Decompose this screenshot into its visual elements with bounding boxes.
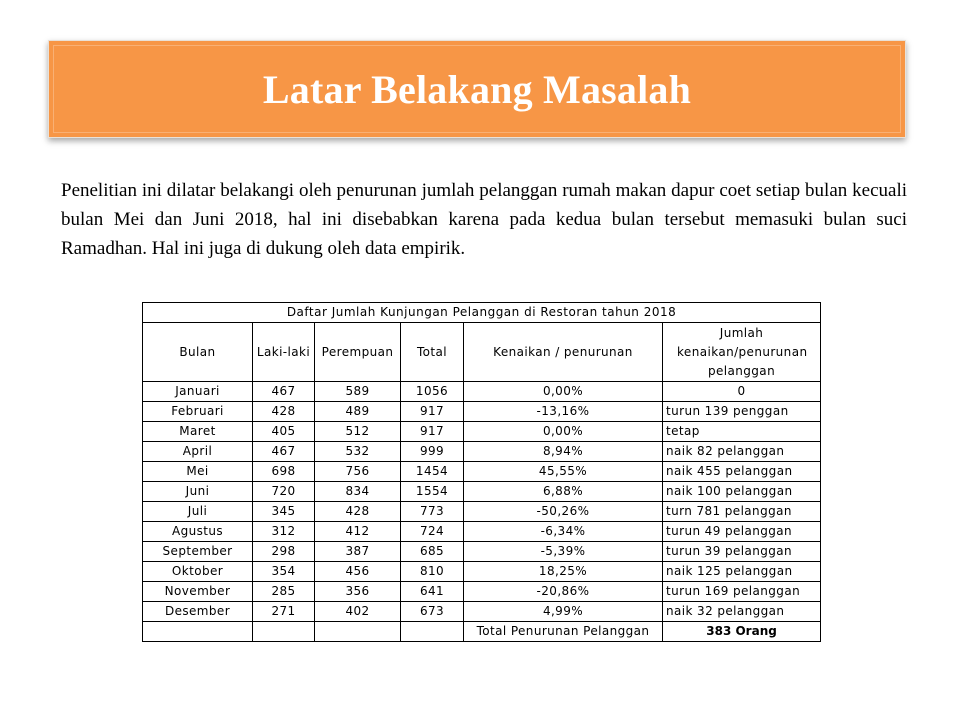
cell-perempuan: 489 <box>315 402 401 422</box>
cell-perempuan: 412 <box>315 522 401 542</box>
visitor-table <box>142 302 821 642</box>
cell-jumlah-kenaikan: naik 125 pelanggan <box>663 562 821 582</box>
cell-kenaikan-persen: -6,34% <box>464 522 663 542</box>
cell-jumlah-kenaikan: turun 169 pelanggan <box>663 582 821 602</box>
cell-laki-laki: 312 <box>253 522 315 542</box>
cell-total: 917 <box>401 402 464 422</box>
cell-total: 810 <box>401 562 464 582</box>
slide-title: Latar Belakang Masalah <box>262 66 692 112</box>
cell-perempuan: 402 <box>315 602 401 622</box>
footer-label: Total Penurunan Pelanggan <box>464 622 663 642</box>
cell-perempuan: 589 <box>315 382 401 402</box>
cell-bulan: Juli <box>143 502 253 522</box>
cell-laki-laki: 354 <box>253 562 315 582</box>
cell-bulan: November <box>143 582 253 602</box>
cell-laki-laki: 698 <box>253 462 315 482</box>
footer-empty-cell <box>315 622 401 642</box>
cell-kenaikan-persen: -50,26% <box>464 502 663 522</box>
table-row <box>143 582 821 602</box>
cell-total: 1056 <box>401 382 464 402</box>
cell-jumlah-kenaikan: naik 82 pelanggan <box>663 442 821 462</box>
cell-kenaikan-persen: -13,16% <box>464 402 663 422</box>
cell-bulan: Oktober <box>143 562 253 582</box>
cell-laki-laki: 428 <box>253 402 315 422</box>
cell-jumlah-kenaikan: tetap <box>663 422 821 442</box>
cell-perempuan: 834 <box>315 482 401 502</box>
cell-kenaikan-persen: 4,99% <box>464 602 663 622</box>
cell-laki-laki: 405 <box>253 422 315 442</box>
footer-empty-cell <box>253 622 315 642</box>
cell-total: 685 <box>401 542 464 562</box>
header-perempuan: Perempuan <box>315 323 401 382</box>
cell-bulan: April <box>143 442 253 462</box>
cell-total: 641 <box>401 582 464 602</box>
cell-jumlah-kenaikan: naik 100 pelanggan <box>663 482 821 502</box>
cell-bulan: Desember <box>143 602 253 622</box>
cell-kenaikan-persen: -5,39% <box>464 542 663 562</box>
table-row <box>143 542 821 562</box>
table-row <box>143 442 821 462</box>
cell-perempuan: 532 <box>315 442 401 462</box>
cell-jumlah-kenaikan: naik 455 pelanggan <box>663 462 821 482</box>
cell-total: 1454 <box>401 462 464 482</box>
table-row <box>143 562 821 582</box>
cell-bulan: September <box>143 542 253 562</box>
footer-empty-cell <box>401 622 464 642</box>
table-row <box>143 422 821 442</box>
cell-perempuan: 756 <box>315 462 401 482</box>
cell-kenaikan-persen: 8,94% <box>464 442 663 462</box>
table-header-row <box>143 323 821 382</box>
title-banner <box>48 40 906 138</box>
table-row <box>143 382 821 402</box>
cell-jumlah-kenaikan: 0 <box>663 382 821 402</box>
cell-perempuan: 356 <box>315 582 401 602</box>
cell-total: 724 <box>401 522 464 542</box>
table-footer-row <box>143 622 821 642</box>
header-kenaikan-persen: Kenaikan / penurunan <box>464 323 663 382</box>
cell-total: 773 <box>401 502 464 522</box>
cell-jumlah-kenaikan: turn 781 pelanggan <box>663 502 821 522</box>
cell-bulan: Februari <box>143 402 253 422</box>
cell-perempuan: 512 <box>315 422 401 442</box>
table-caption-row <box>143 303 821 323</box>
header-total: Total <box>401 323 464 382</box>
header-bulan: Bulan <box>143 323 253 382</box>
table-caption: Daftar Jumlah Kunjungan Pelanggan di Restoran tahun 2018 <box>143 303 821 323</box>
cell-perempuan: 456 <box>315 562 401 582</box>
cell-total: 999 <box>401 442 464 462</box>
cell-bulan: Maret <box>143 422 253 442</box>
footer-value: 383 Orang <box>663 622 821 642</box>
cell-total: 917 <box>401 422 464 442</box>
cell-kenaikan-persen: 45,55% <box>464 462 663 482</box>
table-row <box>143 402 821 422</box>
cell-laki-laki: 271 <box>253 602 315 622</box>
cell-jumlah-kenaikan: turun 49 pelanggan <box>663 522 821 542</box>
cell-jumlah-kenaikan: turun 39 pelanggan <box>663 542 821 562</box>
cell-kenaikan-persen: 6,88% <box>464 482 663 502</box>
cell-total: 1554 <box>401 482 464 502</box>
table-row <box>143 602 821 622</box>
cell-laki-laki: 298 <box>253 542 315 562</box>
cell-laki-laki: 467 <box>253 442 315 462</box>
cell-laki-laki: 285 <box>253 582 315 602</box>
cell-kenaikan-persen: 0,00% <box>464 382 663 402</box>
cell-bulan: Mei <box>143 462 253 482</box>
header-laki-laki: Laki-laki <box>253 323 315 382</box>
cell-laki-laki: 467 <box>253 382 315 402</box>
cell-perempuan: 387 <box>315 542 401 562</box>
cell-kenaikan-persen: -20,86% <box>464 582 663 602</box>
cell-laki-laki: 720 <box>253 482 315 502</box>
intro-paragraph: Penelitian ini dilatar belakangi oleh penurunan jumlah pelanggan rumah makan dapur coet setiap bulan kecuali bulan Mei dan Juni 2018, hal ini disebabkan karena pada kedua bulan tersebut memasuki bulan suci Ramadhan. Hal ini juga di dukung oleh data empirik. <box>61 180 907 259</box>
footer-empty-cell <box>143 622 253 642</box>
cell-jumlah-kenaikan: naik 32 pelanggan <box>663 602 821 622</box>
cell-total: 673 <box>401 602 464 622</box>
table-row <box>143 522 821 542</box>
cell-bulan: Juni <box>143 482 253 502</box>
header-jumlah-kenaikan: Jumlah kenaikan/penurunan pelanggan <box>663 323 821 382</box>
cell-perempuan: 428 <box>315 502 401 522</box>
cell-kenaikan-persen: 0,00% <box>464 422 663 442</box>
cell-kenaikan-persen: 18,25% <box>464 562 663 582</box>
table-row <box>143 502 821 522</box>
cell-laki-laki: 345 <box>253 502 315 522</box>
cell-bulan: Januari <box>143 382 253 402</box>
table-row <box>143 482 821 502</box>
cell-jumlah-kenaikan: turun 139 penggan <box>663 402 821 422</box>
cell-bulan: Agustus <box>143 522 253 542</box>
table-row <box>143 462 821 482</box>
